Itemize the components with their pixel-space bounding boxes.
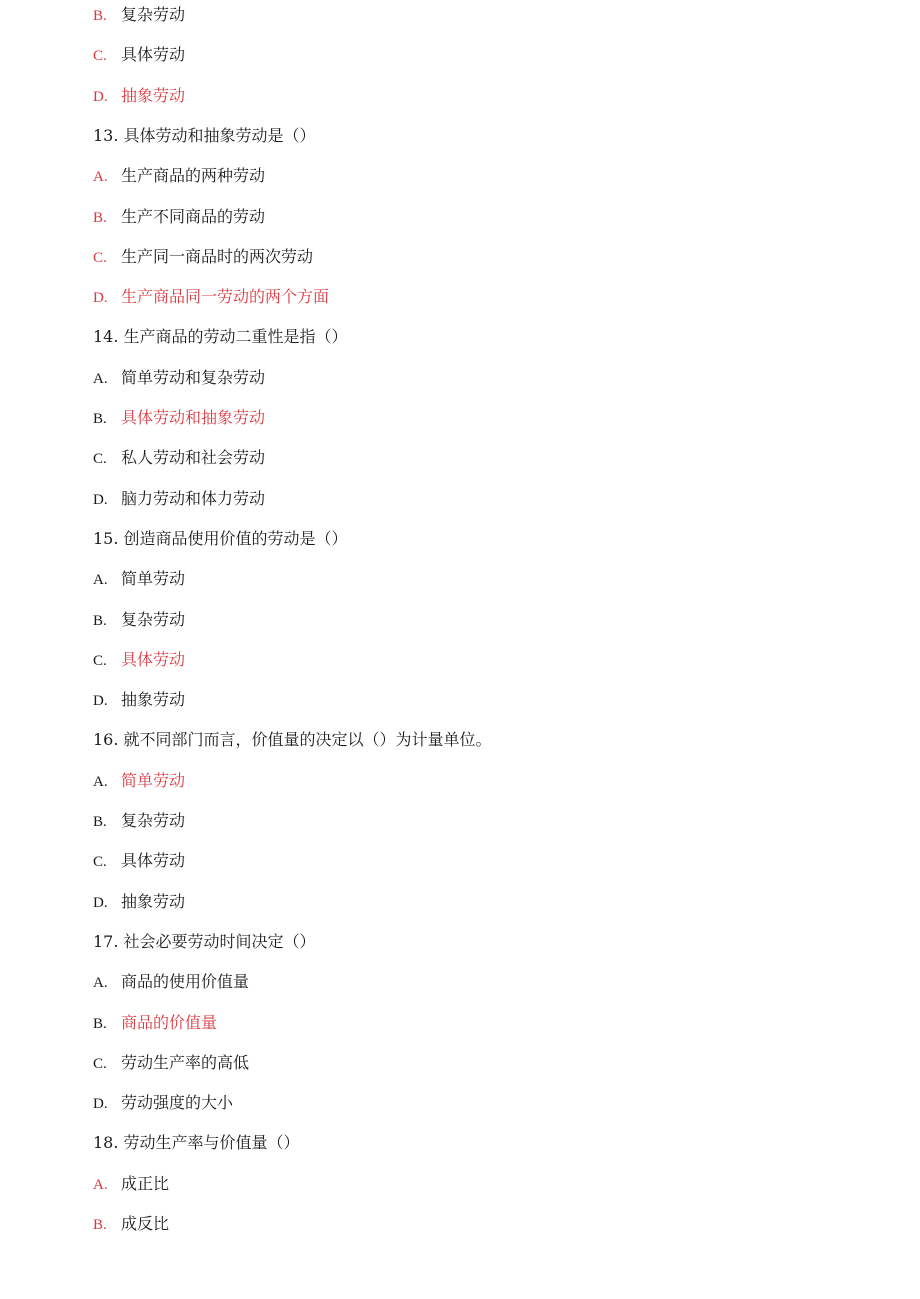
answer-option: [93, 1091, 233, 1115]
answer-option: [93, 1212, 169, 1236]
option-text: 具体劳动和抽象劳动: [121, 408, 266, 427]
option-letter: D.: [93, 290, 108, 307]
answer-option: [93, 970, 249, 994]
answer-option: [93, 890, 185, 914]
answer-option: [93, 84, 185, 108]
answer-option: [93, 849, 185, 873]
option-text: 商品的价值量: [121, 1012, 218, 1032]
option-text: 简单劳动和复杂劳动: [121, 367, 266, 387]
answer-option: [93, 446, 265, 470]
option-text: 商品的使用价值量: [121, 972, 250, 992]
option-text: 抽象劳动: [121, 85, 186, 105]
option-text: 复杂劳动: [121, 811, 186, 830]
option-letter: C.: [93, 1055, 107, 1072]
answer-option: [93, 648, 185, 672]
option-letter: C.: [93, 451, 107, 468]
option-text: 劳动强度的大小: [121, 1093, 234, 1113]
answer-option: [93, 285, 329, 309]
option-text: 劳动生产率的高低: [121, 1052, 250, 1072]
option-letter: A.: [93, 370, 108, 387]
option-letter: C.: [93, 48, 107, 65]
question-text: 13. 具体劳动和抽象劳动是（）: [93, 125, 316, 145]
option-letter: A.: [93, 169, 108, 186]
option-text: 生产同一商品时的两次劳动: [121, 246, 314, 266]
question-text: 14. 生产商品的劳动二重性是指（）: [93, 327, 348, 347]
option-text: 私人劳动和社会劳动: [121, 448, 266, 468]
question-text: 18. 劳动生产率与价值量（）: [93, 1133, 300, 1153]
answer-option: [93, 3, 185, 27]
option-letter: B.: [93, 209, 107, 226]
question-text: 16. 就不同部门而言，价值量的决定以（）为计量单位。: [93, 730, 492, 750]
option-text: 复杂劳动: [121, 609, 186, 629]
option-text: 生产商品同一劳动的两个方面: [121, 287, 330, 307]
option-letter: B.: [93, 814, 107, 830]
option-letter: C.: [93, 249, 107, 266]
answer-option: [93, 406, 265, 430]
option-text: 具体劳动: [121, 851, 186, 871]
answer-option: [93, 809, 185, 833]
option-letter: C.: [93, 854, 107, 871]
option-text: 复杂劳动: [121, 5, 186, 24]
option-letter: B.: [93, 411, 107, 427]
answer-option: [93, 769, 185, 793]
option-text: 成正比: [121, 1173, 170, 1193]
option-text: 具体劳动: [121, 649, 186, 669]
option-letter: B.: [93, 8, 107, 24]
answer-option: [93, 1172, 169, 1196]
option-letter: C.: [93, 652, 107, 669]
option-text: 简单劳动: [121, 770, 186, 790]
answer-option: [93, 245, 313, 269]
answer-option: [93, 487, 265, 511]
question-text: 15. 创造商品使用价值的劳动是（）: [93, 528, 348, 548]
option-text: 简单劳动: [121, 569, 186, 589]
option-letter: D.: [93, 88, 108, 105]
option-letter: B.: [93, 1217, 107, 1233]
option-text: 抽象劳动: [121, 690, 186, 710]
answer-option: [93, 608, 185, 632]
option-letter: D.: [93, 1096, 108, 1113]
option-letter: A.: [93, 572, 108, 589]
option-text: 脑力劳动和体力劳动: [121, 488, 266, 508]
option-text: 生产不同商品的劳动: [121, 206, 266, 226]
option-letter: A.: [93, 1176, 108, 1193]
answer-option: [93, 164, 265, 188]
answer-option: [93, 567, 185, 591]
option-letter: D.: [93, 894, 108, 911]
option-letter: A.: [93, 773, 108, 790]
option-text: 具体劳动: [121, 45, 186, 65]
option-letter: D.: [93, 491, 108, 508]
option-letter: B.: [93, 1015, 107, 1032]
option-text: 抽象劳动: [121, 891, 186, 911]
option-letter: A.: [93, 975, 108, 992]
answer-option: [93, 688, 185, 712]
answer-option: [93, 1011, 217, 1035]
question-text: 17. 社会必要劳动时间决定（）: [93, 931, 316, 951]
answer-option: [93, 43, 185, 67]
option-text: 生产商品的两种劳动: [121, 166, 266, 186]
option-letter: B.: [93, 612, 107, 629]
answer-option: [93, 366, 265, 390]
answer-option: [93, 205, 265, 229]
answer-option: [93, 1051, 249, 1075]
option-text: 成反比: [121, 1214, 170, 1233]
option-letter: D.: [93, 693, 108, 710]
